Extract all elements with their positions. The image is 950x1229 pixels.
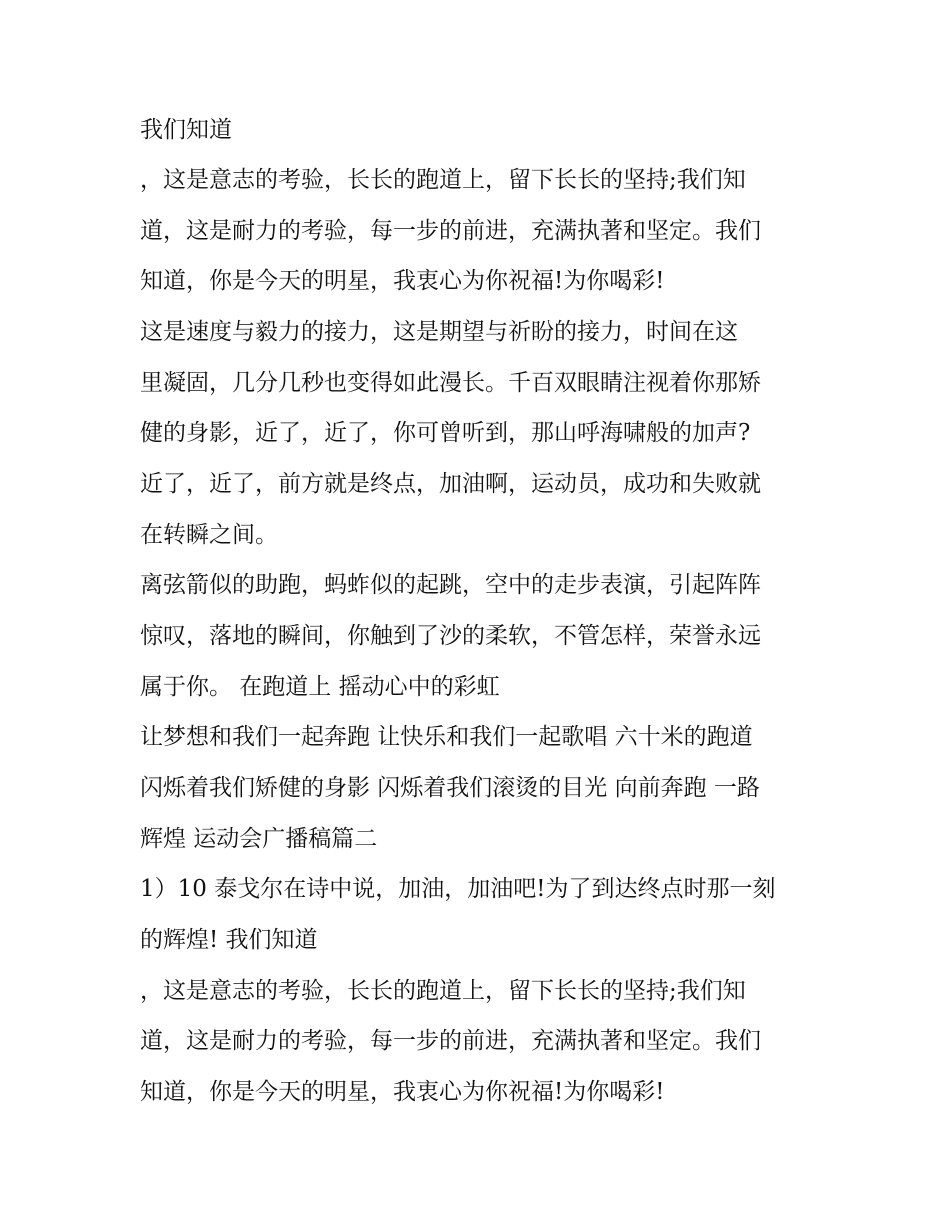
text-line: 知道，你是今天的明星，我衷心为你祝福!为你喝彩! xyxy=(140,1079,665,1105)
text-line: 闪烁着我们矫健的身影 闪烁着我们滚烫的目光 向前奔跑 一路 xyxy=(140,775,760,801)
text-line: 属于你。 在跑道上 摇动心中的彩虹 xyxy=(140,674,500,700)
text-line: 在转瞬之间。 xyxy=(140,522,278,548)
text-line: ，这是意志的考验，长长的跑道上，留下长长的坚持;我们知 xyxy=(140,167,746,193)
text-line: 让梦想和我们一起奔跑 让快乐和我们一起歌唱 六十米的跑道 xyxy=(140,724,753,750)
text-line: 我们知道 xyxy=(140,117,232,143)
text-line: 道，这是耐力的考验，每一步的前进，充满执著和坚定。我们 xyxy=(140,218,761,244)
text-line: 道，这是耐力的考验，每一步的前进，充满执著和坚定。我们 xyxy=(140,1028,761,1054)
text-line: 辉煌 运动会广播稿篇二 xyxy=(140,826,378,852)
text-line: 的辉煌! 我们知道 xyxy=(140,927,318,953)
text-line: 健的身影，近了，近了，你可曾听到，那山呼海啸般的加声? xyxy=(140,420,751,446)
text-line: 这是速度与毅力的接力，这是期望与祈盼的接力，时间在这 xyxy=(140,319,738,345)
text-line: 近了，近了，前方就是终点，加油啊，运动员，成功和失败就 xyxy=(140,471,761,497)
text-line: 里凝固，几分几秒也变得如此漫长。千百双眼睛注视着你那矫 xyxy=(140,370,761,396)
text-line: 1）10 泰戈尔在诗中说，加油，加油吧!为了到达终点时那一刻 xyxy=(140,876,776,902)
text-line: 惊叹，落地的瞬间，你触到了沙的柔软，不管怎样，荣誉永远 xyxy=(140,623,761,649)
text-line: 知道，你是今天的明星，我衷心为你祝福!为你喝彩! xyxy=(140,268,665,294)
text-line: ，这是意志的考验，长长的跑道上，留下长长的坚持;我们知 xyxy=(140,978,746,1004)
text-line: 离弦箭似的助跑，蚂蚱似的起跳，空中的走步表演，引起阵阵 xyxy=(140,572,761,598)
